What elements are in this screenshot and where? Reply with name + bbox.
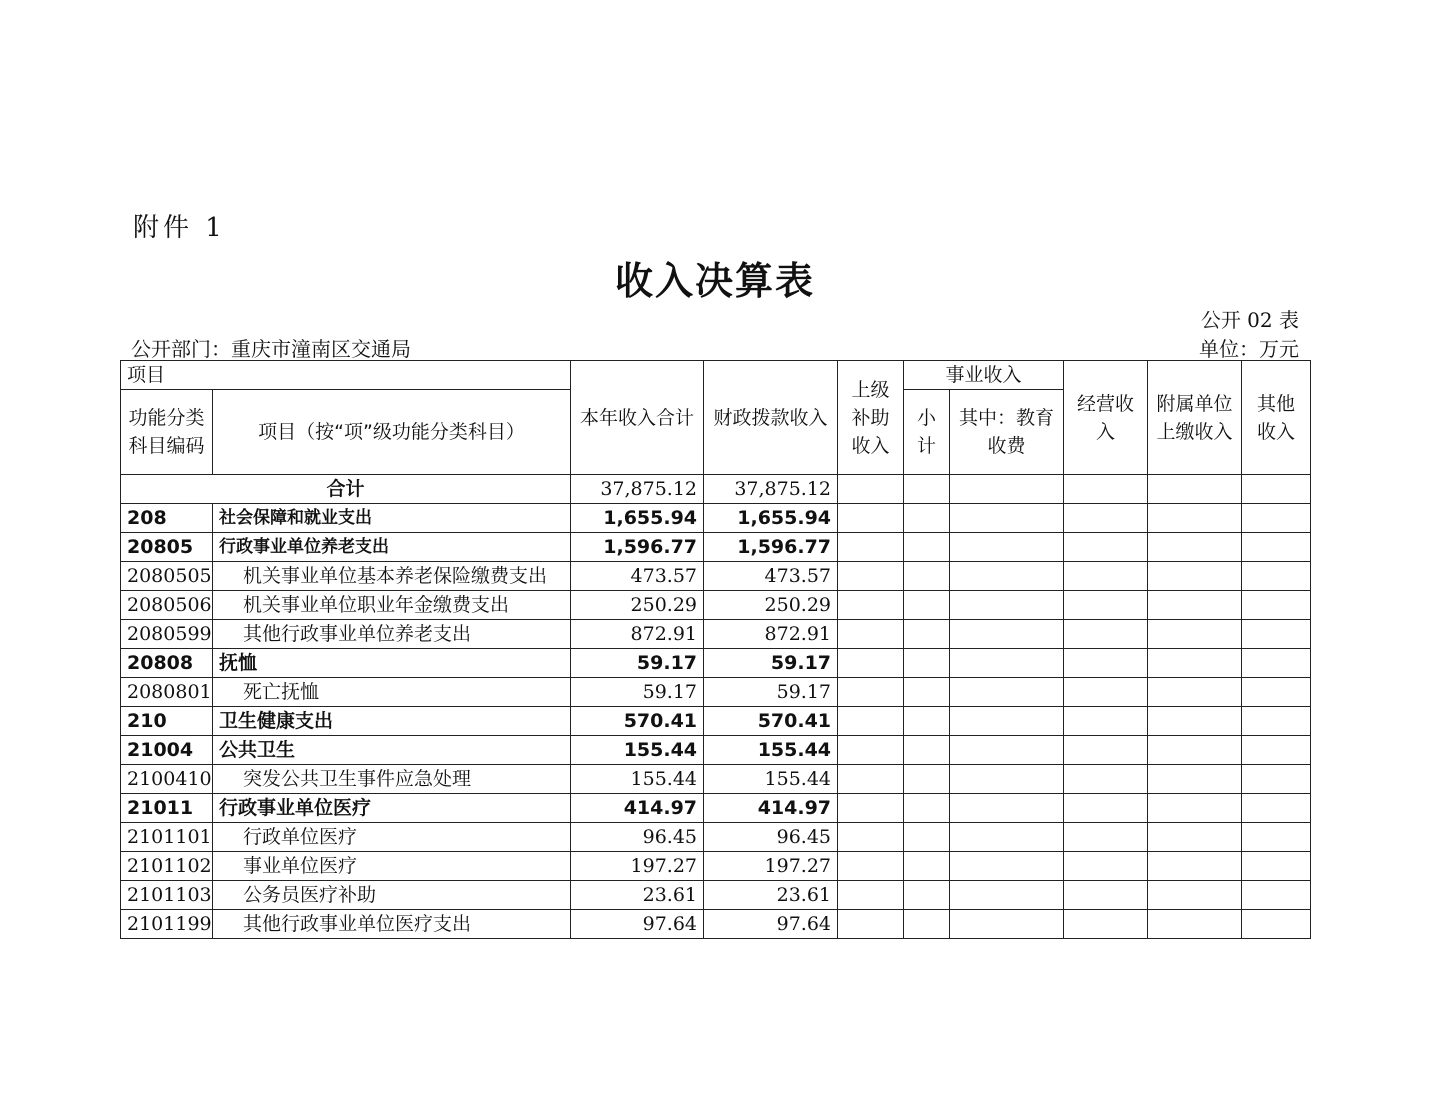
empty-cell: [1242, 649, 1311, 678]
header-subtotal: 小计: [904, 390, 950, 475]
row-code: 2101103: [121, 881, 213, 910]
empty-cell: [838, 678, 904, 707]
empty-cell: [1148, 504, 1242, 533]
row-fiscal: 1,596.77: [704, 533, 838, 562]
empty-cell: [904, 910, 950, 939]
header-affiliated: 附属单位上缴收入: [1148, 361, 1242, 475]
table-number: 公开 02 表: [1200, 308, 1299, 332]
empty-cell: [950, 533, 1064, 562]
header-code: 功能分类科目编码: [121, 390, 213, 475]
empty-cell: [1064, 765, 1148, 794]
empty-cell: [1242, 678, 1311, 707]
empty-cell: [950, 852, 1064, 881]
attachment-label: 附件 1: [133, 213, 226, 243]
row-fiscal: 23.61: [704, 881, 838, 910]
header-name: 项目（按“项”级功能分类科目）: [213, 390, 571, 475]
empty-cell: [1148, 620, 1242, 649]
row-name: 社会保障和就业支出: [213, 504, 571, 533]
empty-cell: [1148, 910, 1242, 939]
row-total: 59.17: [571, 678, 704, 707]
row-name: 行政事业单位养老支出: [213, 533, 571, 562]
empty-cell: [1064, 823, 1148, 852]
empty-cell: [904, 794, 950, 823]
department-label: 公开部门：重庆市潼南区交通局: [131, 337, 411, 361]
header-fiscal: 财政拨款收入: [704, 361, 838, 475]
empty-cell: [1242, 475, 1311, 504]
row-total: 59.17: [571, 649, 704, 678]
empty-cell: [1148, 736, 1242, 765]
row-total: 97.64: [571, 910, 704, 939]
empty-cell: [838, 794, 904, 823]
empty-cell: [838, 823, 904, 852]
empty-cell: [838, 533, 904, 562]
empty-cell: [838, 562, 904, 591]
empty-cell: [1064, 910, 1148, 939]
empty-cell: [838, 591, 904, 620]
table-row: [121, 823, 1311, 852]
row-total: 197.27: [571, 852, 704, 881]
empty-cell: [1242, 881, 1311, 910]
empty-cell: [1148, 475, 1242, 504]
row-total: 1,596.77: [571, 533, 704, 562]
empty-cell: [904, 852, 950, 881]
row-code: 2101199: [121, 910, 213, 939]
empty-cell: [1242, 591, 1311, 620]
row-code: 2080505: [121, 562, 213, 591]
table-row: [121, 678, 1311, 707]
empty-cell: [904, 620, 950, 649]
empty-cell: [950, 591, 1064, 620]
table-body: [121, 361, 1311, 939]
empty-cell: [1148, 794, 1242, 823]
empty-cell: [950, 765, 1064, 794]
empty-cell: [1148, 823, 1242, 852]
table-row: [121, 794, 1311, 823]
empty-cell: [838, 736, 904, 765]
row-total: 872.91: [571, 620, 704, 649]
empty-cell: [1148, 591, 1242, 620]
table-row: [121, 910, 1311, 939]
row-fiscal: 872.91: [704, 620, 838, 649]
empty-cell: [904, 475, 950, 504]
row-fiscal: 96.45: [704, 823, 838, 852]
table-row: [121, 707, 1311, 736]
row-code: 21004: [121, 736, 213, 765]
row-name: 抚恤: [213, 649, 571, 678]
empty-cell: [950, 649, 1064, 678]
header-other: 其他收入: [1242, 361, 1311, 475]
empty-cell: [1064, 678, 1148, 707]
empty-cell: [950, 823, 1064, 852]
empty-cell: [1064, 736, 1148, 765]
empty-cell: [1148, 533, 1242, 562]
row-name: 事业单位医疗: [213, 852, 571, 881]
empty-cell: [1242, 504, 1311, 533]
row-name: 其他行政事业单位医疗支出: [213, 910, 571, 939]
empty-cell: [838, 649, 904, 678]
empty-cell: [838, 852, 904, 881]
empty-cell: [1148, 881, 1242, 910]
empty-cell: [1148, 562, 1242, 591]
table-row: [121, 620, 1311, 649]
empty-cell: [1242, 533, 1311, 562]
empty-cell: [1242, 765, 1311, 794]
empty-cell: [1148, 678, 1242, 707]
empty-cell: [1064, 620, 1148, 649]
row-fiscal: 97.64: [704, 910, 838, 939]
empty-cell: [904, 562, 950, 591]
row-code: 2100410: [121, 765, 213, 794]
row-name: 机关事业单位基本养老保险缴费支出: [213, 562, 571, 591]
empty-cell: [950, 881, 1064, 910]
row-total: 1,655.94: [571, 504, 704, 533]
row-fiscal: 414.97: [704, 794, 838, 823]
row-total: 155.44: [571, 736, 704, 765]
empty-cell: [1064, 475, 1148, 504]
table-row: [121, 504, 1311, 533]
empty-cell: [950, 620, 1064, 649]
total-label: 合计: [121, 475, 571, 504]
header-project: 项目: [121, 361, 571, 390]
empty-cell: [1064, 794, 1148, 823]
empty-cell: [950, 504, 1064, 533]
row-fiscal: 155.44: [704, 765, 838, 794]
empty-cell: [904, 707, 950, 736]
page-title: 收入决算表: [614, 259, 815, 303]
empty-cell: [950, 707, 1064, 736]
empty-cell: [904, 504, 950, 533]
row-total: 473.57: [571, 562, 704, 591]
row-name: 行政单位医疗: [213, 823, 571, 852]
row-name: 机关事业单位职业年金缴费支出: [213, 591, 571, 620]
row-fiscal: 155.44: [704, 736, 838, 765]
header-business: 事业收入: [904, 361, 1064, 390]
empty-cell: [950, 736, 1064, 765]
empty-cell: [950, 475, 1064, 504]
empty-cell: [1064, 881, 1148, 910]
empty-cell: [1148, 707, 1242, 736]
row-total: 414.97: [571, 794, 704, 823]
row-fiscal: 197.27: [704, 852, 838, 881]
row-fiscal: 250.29: [704, 591, 838, 620]
header-total: 本年收入合计: [571, 361, 704, 475]
total-fiscal: 37,875.12: [704, 475, 838, 504]
table-row: [121, 881, 1311, 910]
empty-cell: [838, 765, 904, 794]
row-fiscal: 59.17: [704, 678, 838, 707]
row-name: 公共卫生: [213, 736, 571, 765]
row-name: 行政事业单位医疗: [213, 794, 571, 823]
row-code: 2101101: [121, 823, 213, 852]
empty-cell: [904, 533, 950, 562]
empty-cell: [1064, 562, 1148, 591]
empty-cell: [1242, 910, 1311, 939]
header-superior: 上级补助收入: [838, 361, 904, 475]
empty-cell: [838, 475, 904, 504]
empty-cell: [1242, 823, 1311, 852]
row-code: 21011: [121, 794, 213, 823]
empty-cell: [1064, 591, 1148, 620]
row-code: 2101102: [121, 852, 213, 881]
row-code: 20808: [121, 649, 213, 678]
empty-cell: [1064, 504, 1148, 533]
empty-cell: [1242, 620, 1311, 649]
table-row: [121, 591, 1311, 620]
empty-cell: [950, 562, 1064, 591]
row-total: 23.61: [571, 881, 704, 910]
row-name: 卫生健康支出: [213, 707, 571, 736]
empty-cell: [838, 881, 904, 910]
row-name: 突发公共卫生事件应急处理: [213, 765, 571, 794]
row-code: 208: [121, 504, 213, 533]
empty-cell: [904, 649, 950, 678]
row-total: 155.44: [571, 765, 704, 794]
row-code: 20805: [121, 533, 213, 562]
empty-cell: [1242, 562, 1311, 591]
table-row: [121, 533, 1311, 562]
table-row: [121, 736, 1311, 765]
row-total: 570.41: [571, 707, 704, 736]
row-code: 2080801: [121, 678, 213, 707]
empty-cell: [1148, 852, 1242, 881]
empty-cell: [1242, 852, 1311, 881]
empty-cell: [904, 736, 950, 765]
empty-cell: [904, 881, 950, 910]
empty-cell: [950, 678, 1064, 707]
row-total: 250.29: [571, 591, 704, 620]
empty-cell: [1064, 533, 1148, 562]
empty-cell: [1242, 736, 1311, 765]
row-name: 公务员医疗补助: [213, 881, 571, 910]
header-row-1: [121, 361, 1311, 390]
empty-cell: [1242, 707, 1311, 736]
row-code: 2080599: [121, 620, 213, 649]
empty-cell: [950, 794, 1064, 823]
empty-cell: [1064, 852, 1148, 881]
empty-cell: [904, 765, 950, 794]
table-row: [121, 562, 1311, 591]
row-fiscal: 1,655.94: [704, 504, 838, 533]
empty-cell: [904, 823, 950, 852]
total-amount: 37,875.12: [571, 475, 704, 504]
row-fiscal: 59.17: [704, 649, 838, 678]
empty-cell: [1242, 794, 1311, 823]
empty-cell: [838, 504, 904, 533]
table-row: [121, 852, 1311, 881]
empty-cell: [838, 910, 904, 939]
table-row: [121, 765, 1311, 794]
header-operating: 经营收入: [1064, 361, 1148, 475]
header-edu: 其中：教育收费: [950, 390, 1064, 475]
empty-cell: [1064, 707, 1148, 736]
row-total: 96.45: [571, 823, 704, 852]
empty-cell: [838, 620, 904, 649]
empty-cell: [950, 910, 1064, 939]
row-code: 2080506: [121, 591, 213, 620]
row-name: 死亡抚恤: [213, 678, 571, 707]
row-fiscal: 473.57: [704, 562, 838, 591]
empty-cell: [904, 678, 950, 707]
table-row: [121, 649, 1311, 678]
empty-cell: [1148, 765, 1242, 794]
empty-cell: [1148, 649, 1242, 678]
income-table: [120, 360, 1311, 939]
empty-cell: [838, 707, 904, 736]
row-code: 210: [121, 707, 213, 736]
empty-cell: [1064, 649, 1148, 678]
unit-label: 单位：万元: [1199, 337, 1299, 361]
total-row: [121, 475, 1311, 504]
row-name: 其他行政事业单位养老支出: [213, 620, 571, 649]
empty-cell: [904, 591, 950, 620]
row-fiscal: 570.41: [704, 707, 838, 736]
